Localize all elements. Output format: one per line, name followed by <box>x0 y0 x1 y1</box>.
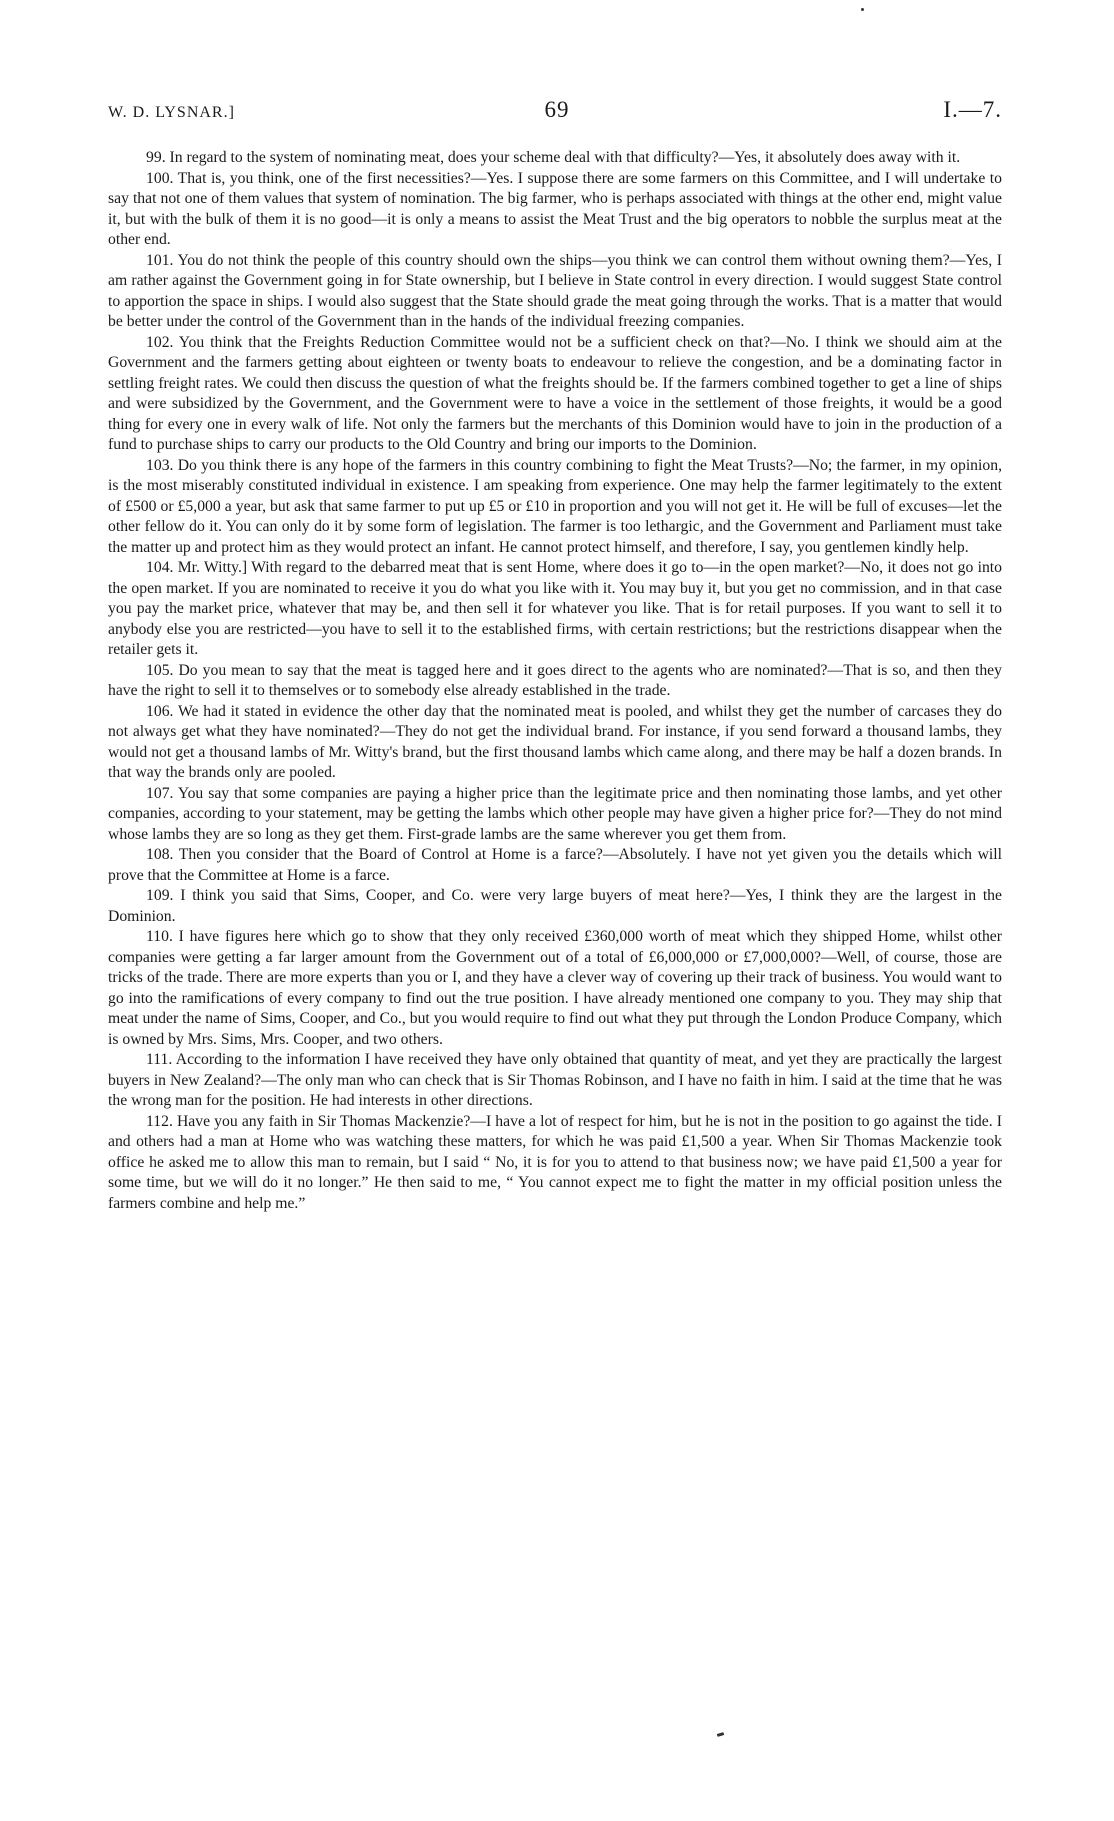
document-reference: I.—7. <box>943 97 1002 122</box>
paragraph-106: 106. We had it stated in evidence the other day that the nominated meat is pooled, and whilst they get the number of carcases they do not always get what they have nominated?—They do not get the individual brand. For instance, if you send forward a thousand lambs, they would not get a thousand lambs of Mr. Witty's brand, but the first thousand lambs which came along, and there may be half a dozen brands. In that way the brands only are pooled. <box>108 702 1002 781</box>
paragraph-100: 100. That is, you think, one of the first necessities?—Yes. I suppose there are some farmers on this Committee, and I will undertake to say that not one of them values that system of nomination. The big farmer, who is perhaps associated with things at the other end, might value it, but with the bulk of them it is no good—it is only a means to assist the Meat Trust and the big operators to nobble the surplus meat at the other end. <box>108 169 1002 248</box>
paragraph-101: 101. You do not think the people of this country should own the ships—you think we can control them without owning them?—Yes, I am rather against the Government going in for State ownership, but I believe in State control in every direction. I would suggest State control to apportion the space in ships. I would also suggest that the State should grade the meat going through the works. That is a matter that would be better under the control of the Government than in the hands of the individual freezing companies. <box>108 251 1002 330</box>
evidence-body <box>108 148 1002 1214</box>
paragraph-112: 112. Have you any faith in Sir Thomas Mackenzie?—I have a lot of respect for him, but he is not in the position to go against the tide. I and others had a man at Home who was watching these matters, for which he was paid £1,500 a year. When Sir Thomas Mackenzie took office he asked me to allow this man to remain, but I said “ No, it is for you to attend to that business now; we have paid £1,500 a year for some time, but we will do it no longer.” He then said to me, “ You cannot expect me to fight the matter in my official position unless the farmers combine and help me.” <box>108 1112 1002 1212</box>
paragraph-104: 104. Mr. Witty.] With regard to the debarred meat that is sent Home, where does it go to—in the open market?—No, it does not go into the open market. If you are nominated to receive it you do what you like with it. You may buy it, but you get no commission, and in that case you pay the market price, whatever that may be, and then sell it for whatever you like. That is for retail purposes. If you want to sell it to anybody else you are restricted—you have to sell it to the established firms, with certain restrictions; but the restrictions disappear when the retailer gets it. <box>108 559 1002 658</box>
paragraph-105: 105. Do you mean to say that the meat is tagged here and it goes direct to the agents who are nominated?—That is so, and then they have the right to sell it to themselves or to somebody else already established in the trade. <box>108 661 1002 699</box>
paragraph-107: 107. You say that some companies are paying a higher price than the legitimate price and then nominating those lambs, and yet other companies, according to your statement, may be getting the lambs which other people may have given a higher price for?—They do not mind whose lambs they are so long as they get them. First-grade lambs are the same wherever you get them from. <box>108 784 1002 843</box>
paragraph-103: 103. Do you think there is any hope of the farmers in this country combining to fight the Meat Trusts?—No; the farmer, in my opinion, is the most miserably constituted individual in existence. I am speaking from experience. One may help the farmer legitimately to the extent of £500 or £5,000 a year, but ask that same farmer to put up £5 or £10 in proportion and you will not get it. He will be full of excuses—let the other fellow do it. You can only do it by some form of legislation. The farmer is too lethargic, and the Government and Parliament must take the matter up and protect him as they would protect an infant. He cannot protect himself, and therefore, I say, you gentlemen kindly help. <box>108 456 1002 556</box>
page-number: 69 <box>544 97 570 122</box>
paragraph-108: 108. Then you consider that the Board of Control at Home is a farce?—Absolutely. I have not yet given you the details which will prove that the Committee at Home is a farce. <box>108 846 1002 884</box>
paragraph-109: 109. I think you said that Sims, Cooper, and Co. were very large buyers of meat here?—Yes, I think they are the largest in the Dominion. <box>108 887 1002 925</box>
paragraph-111: 111. According to the information I have received they have only obtained that quantity of meat, and yet they are practically the largest buyers in New Zealand?—The only man who can check that is Sir Thomas Robinson, and I have no faith in him. I said at the time that he was the wrong man for the position. He had interests in other directions. <box>108 1051 1002 1109</box>
print-speck <box>717 1732 725 1737</box>
print-speck <box>861 8 864 11</box>
paragraph-102: 102. You think that the Freights Reduction Committee would not be a sufficient check on that?—No. I think we should aim at the Government and the farmers getting about eighteen or twenty boats to endeavour to relieve the congestion, and be a dominating factor in settling freight rates. We could then discuss the question of what the freights should be. If the farmers combined together to get a line of ships and were subsidized by the Government, and the Government were to have a voice in the settlement of those freights, it would be a good thing for every one in every walk of life. Not only the farmers but the merchants of this Dominion would have to join in the production of a fund to purchase ships to carry our products to the Old Country and bring our imports to the Dominion. <box>108 333 1002 453</box>
paragraph-110: 110. I have figures here which go to show that they only received £360,000 worth of meat which they shipped Home, whilst other companies were getting a far larger amount from the Government out of a total of £6,000,000 or £7,000,000?—Well, of course, those are tricks of the trade. There are more experts than you or I, and they have a clever way of covering up their track of business. You would want to go into the ramifications of every company to find out the true position. I have already mentioned one company to you. They may ship that meat under the name of Sims, Cooper, and Co., but you would require to find out what they put through the London Produce Company, which is owned by Mrs. Sims, Mrs. Cooper, and two others. <box>108 928 1002 1048</box>
paragraph-99: 99. In regard to the system of nominating meat, does your scheme deal with that difficulty?—Yes, it absolutely does away with it. <box>146 149 961 166</box>
running-head-witness: W. D. LYSNAR.] <box>108 104 235 121</box>
